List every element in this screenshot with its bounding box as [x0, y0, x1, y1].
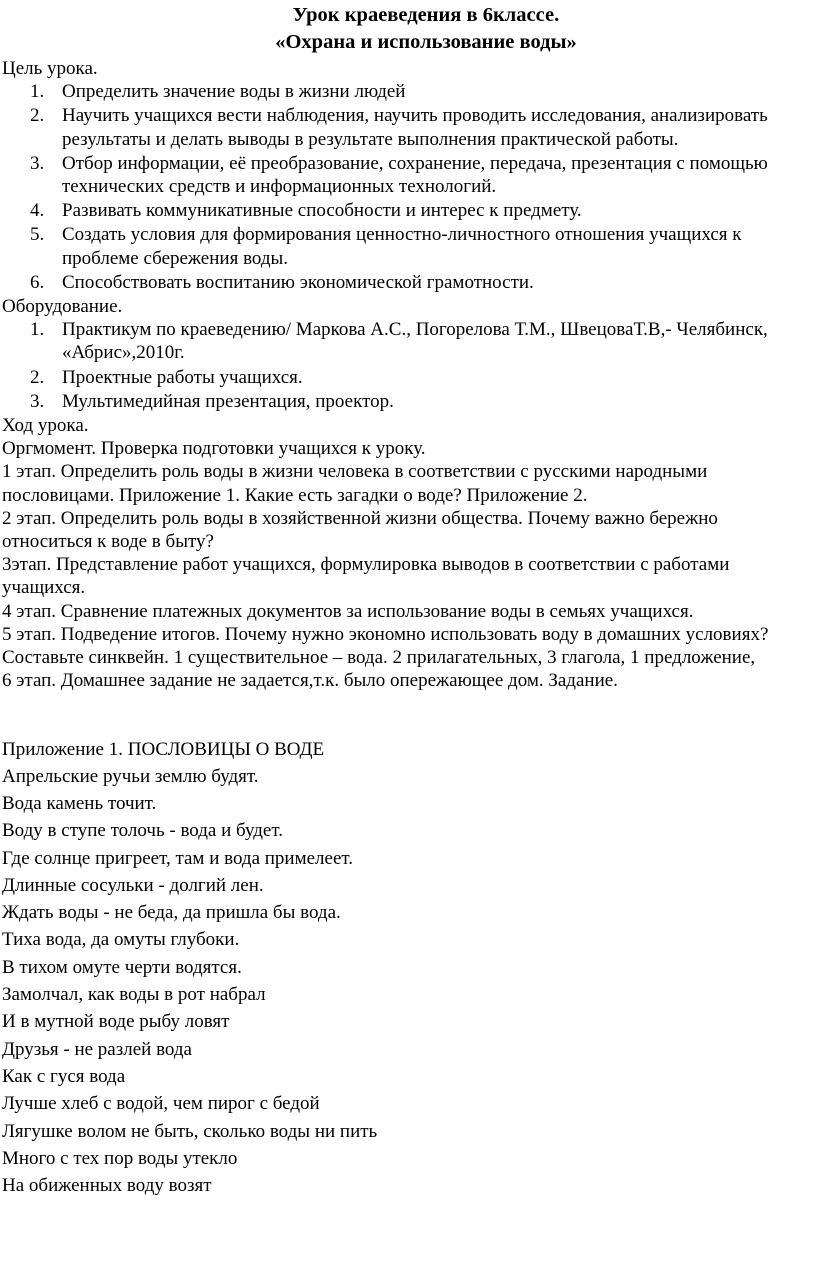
list-item	[2, 366, 810, 389]
list-item-text: Способствовать воспитанию экономической грамотности.	[62, 271, 534, 293]
list-number: 5.	[30, 224, 45, 246]
blank-space	[2, 692, 810, 738]
list-item-text: Отбор информации, её преобразование, сохранение, передача, презентация с помощью технических средств и информационных технологий.	[62, 152, 768, 198]
proverb-line: Друзья - не разлей вода	[2, 1038, 192, 1060]
proverb-line: Лягушке волом не быть, сколько воды ни пить	[2, 1120, 378, 1142]
list-item	[2, 223, 810, 269]
list-number: 2.	[30, 366, 45, 388]
list-item-text: Научить учащихся вести наблюдения, научить проводить исследования, анализировать результаты и делать выводы в результате выполнения практической работы.	[62, 105, 768, 150]
proverbs-list	[2, 764, 810, 1199]
proverb-line: Ждать воды - не беда, да пришла бы вода.	[2, 902, 341, 924]
proverb-line: Как с гуся вода	[2, 1065, 126, 1087]
list-item	[2, 271, 810, 294]
list-item	[2, 80, 810, 103]
list-number: 2.	[30, 105, 45, 127]
proverb-line: На обиженных воду возят	[2, 1175, 212, 1197]
list-number: 1.	[30, 81, 45, 103]
list-number: 1.	[30, 319, 45, 341]
proverb-line: В тихом омуте черти водятся.	[2, 956, 242, 978]
list-number: 6.	[30, 271, 45, 293]
appendix-title: Приложение 1. ПОСЛОВИЦЫ О ВОДЕ	[2, 739, 325, 761]
lesson-step-paragraph: 3этап. Представление работ учащихся, формулировка выводов в соответствии с работами учащихся.	[2, 554, 730, 599]
list-item	[2, 152, 810, 198]
list-item	[2, 199, 810, 222]
lesson-step-paragraph: 2 этап. Определить роль воды в хозяйственной жизни общества. Почему важно бережно относиться к воде в быту?	[2, 507, 718, 553]
list-item-text: Определить значение воды в жизни людей	[62, 81, 406, 103]
list-item-text: Практикум по краеведению/ Маркова А.С., Погорелова Т.М., ШвецоваТ.В,- Челябинск, «Абрис»,2010г.	[62, 319, 768, 364]
list-number: 4.	[30, 200, 45, 222]
proverb-line: Лучше хлеб с водой, чем пирог с бедой	[2, 1093, 320, 1115]
document-title-line-1: Урок краеведения в 6классе.	[292, 4, 560, 26]
course-heading: Ход урока.	[2, 415, 89, 437]
list-item-text: Развивать коммуникативные способности и интерес к предмету.	[62, 200, 582, 222]
list-item-text: Мультимедийная презентация, проектор.	[62, 390, 394, 412]
goals-list	[2, 80, 810, 294]
proverb-line: Тиха вода, да омуты глубоки.	[2, 929, 240, 951]
proverb-line: Много с тех пор воды утекло	[2, 1147, 238, 1169]
list-number: 3.	[30, 390, 45, 412]
list-item-text: Проектные работы учащихся.	[62, 366, 303, 388]
list-item	[2, 104, 810, 150]
document-title-line-2: «Охрана и использование воды»	[275, 31, 577, 53]
lesson-step-paragraph: 4 этап. Сравнение платежных документов за использование воды в семьях учащихся.	[2, 600, 694, 622]
list-number: 3.	[30, 152, 45, 174]
proverb-line: Вода камень точит.	[2, 792, 157, 814]
proverb-line: Замолчал, как воды в рот набрал	[2, 984, 266, 1006]
list-item	[2, 390, 810, 413]
list-item-text: Создать условия для формирования ценностно-личностного отношения учащихся к проблеме сбережения воды.	[62, 224, 742, 269]
title-block	[2, 2, 810, 56]
lesson-step-paragraph: Оргмомент. Проверка подготовки учащихся к уроку.	[2, 438, 426, 460]
equipment-list	[2, 318, 810, 413]
goal-heading: Цель урока.	[2, 58, 98, 79]
proverb-line: Воду в ступе толочь - вода и будет.	[2, 820, 283, 842]
list-item	[2, 318, 810, 364]
proverb-line: Длинные сосульки - долгий лен.	[2, 874, 264, 896]
proverb-line: Апрельские ручьи землю будят.	[2, 765, 259, 787]
equipment-heading: Оборудование.	[2, 296, 123, 318]
lesson-step-paragraph: 5 этап. Подведение итогов. Почему нужно экономно использовать воду в домашних условиях? Составьте синквейн. 1 существительное – вода. 2 прилагательных, 3 глагола, 1 предложение,	[2, 623, 769, 669]
proverb-line: И в мутной воде рыбу ловят	[2, 1011, 230, 1033]
proverb-line: Где солнце пригреет, там и вода примелеет.	[2, 847, 354, 869]
lesson-step-paragraph: 6 этап. Домашнее задание не задается,т.к. было опережающее дом. Задание.	[2, 670, 618, 692]
lesson-step-paragraph: 1 этап. Определить роль воды в жизни человека в соответствии с русскими народными пословицами. Приложение 1. Какие есть загадки о воде? Приложение 2.	[2, 461, 708, 506]
